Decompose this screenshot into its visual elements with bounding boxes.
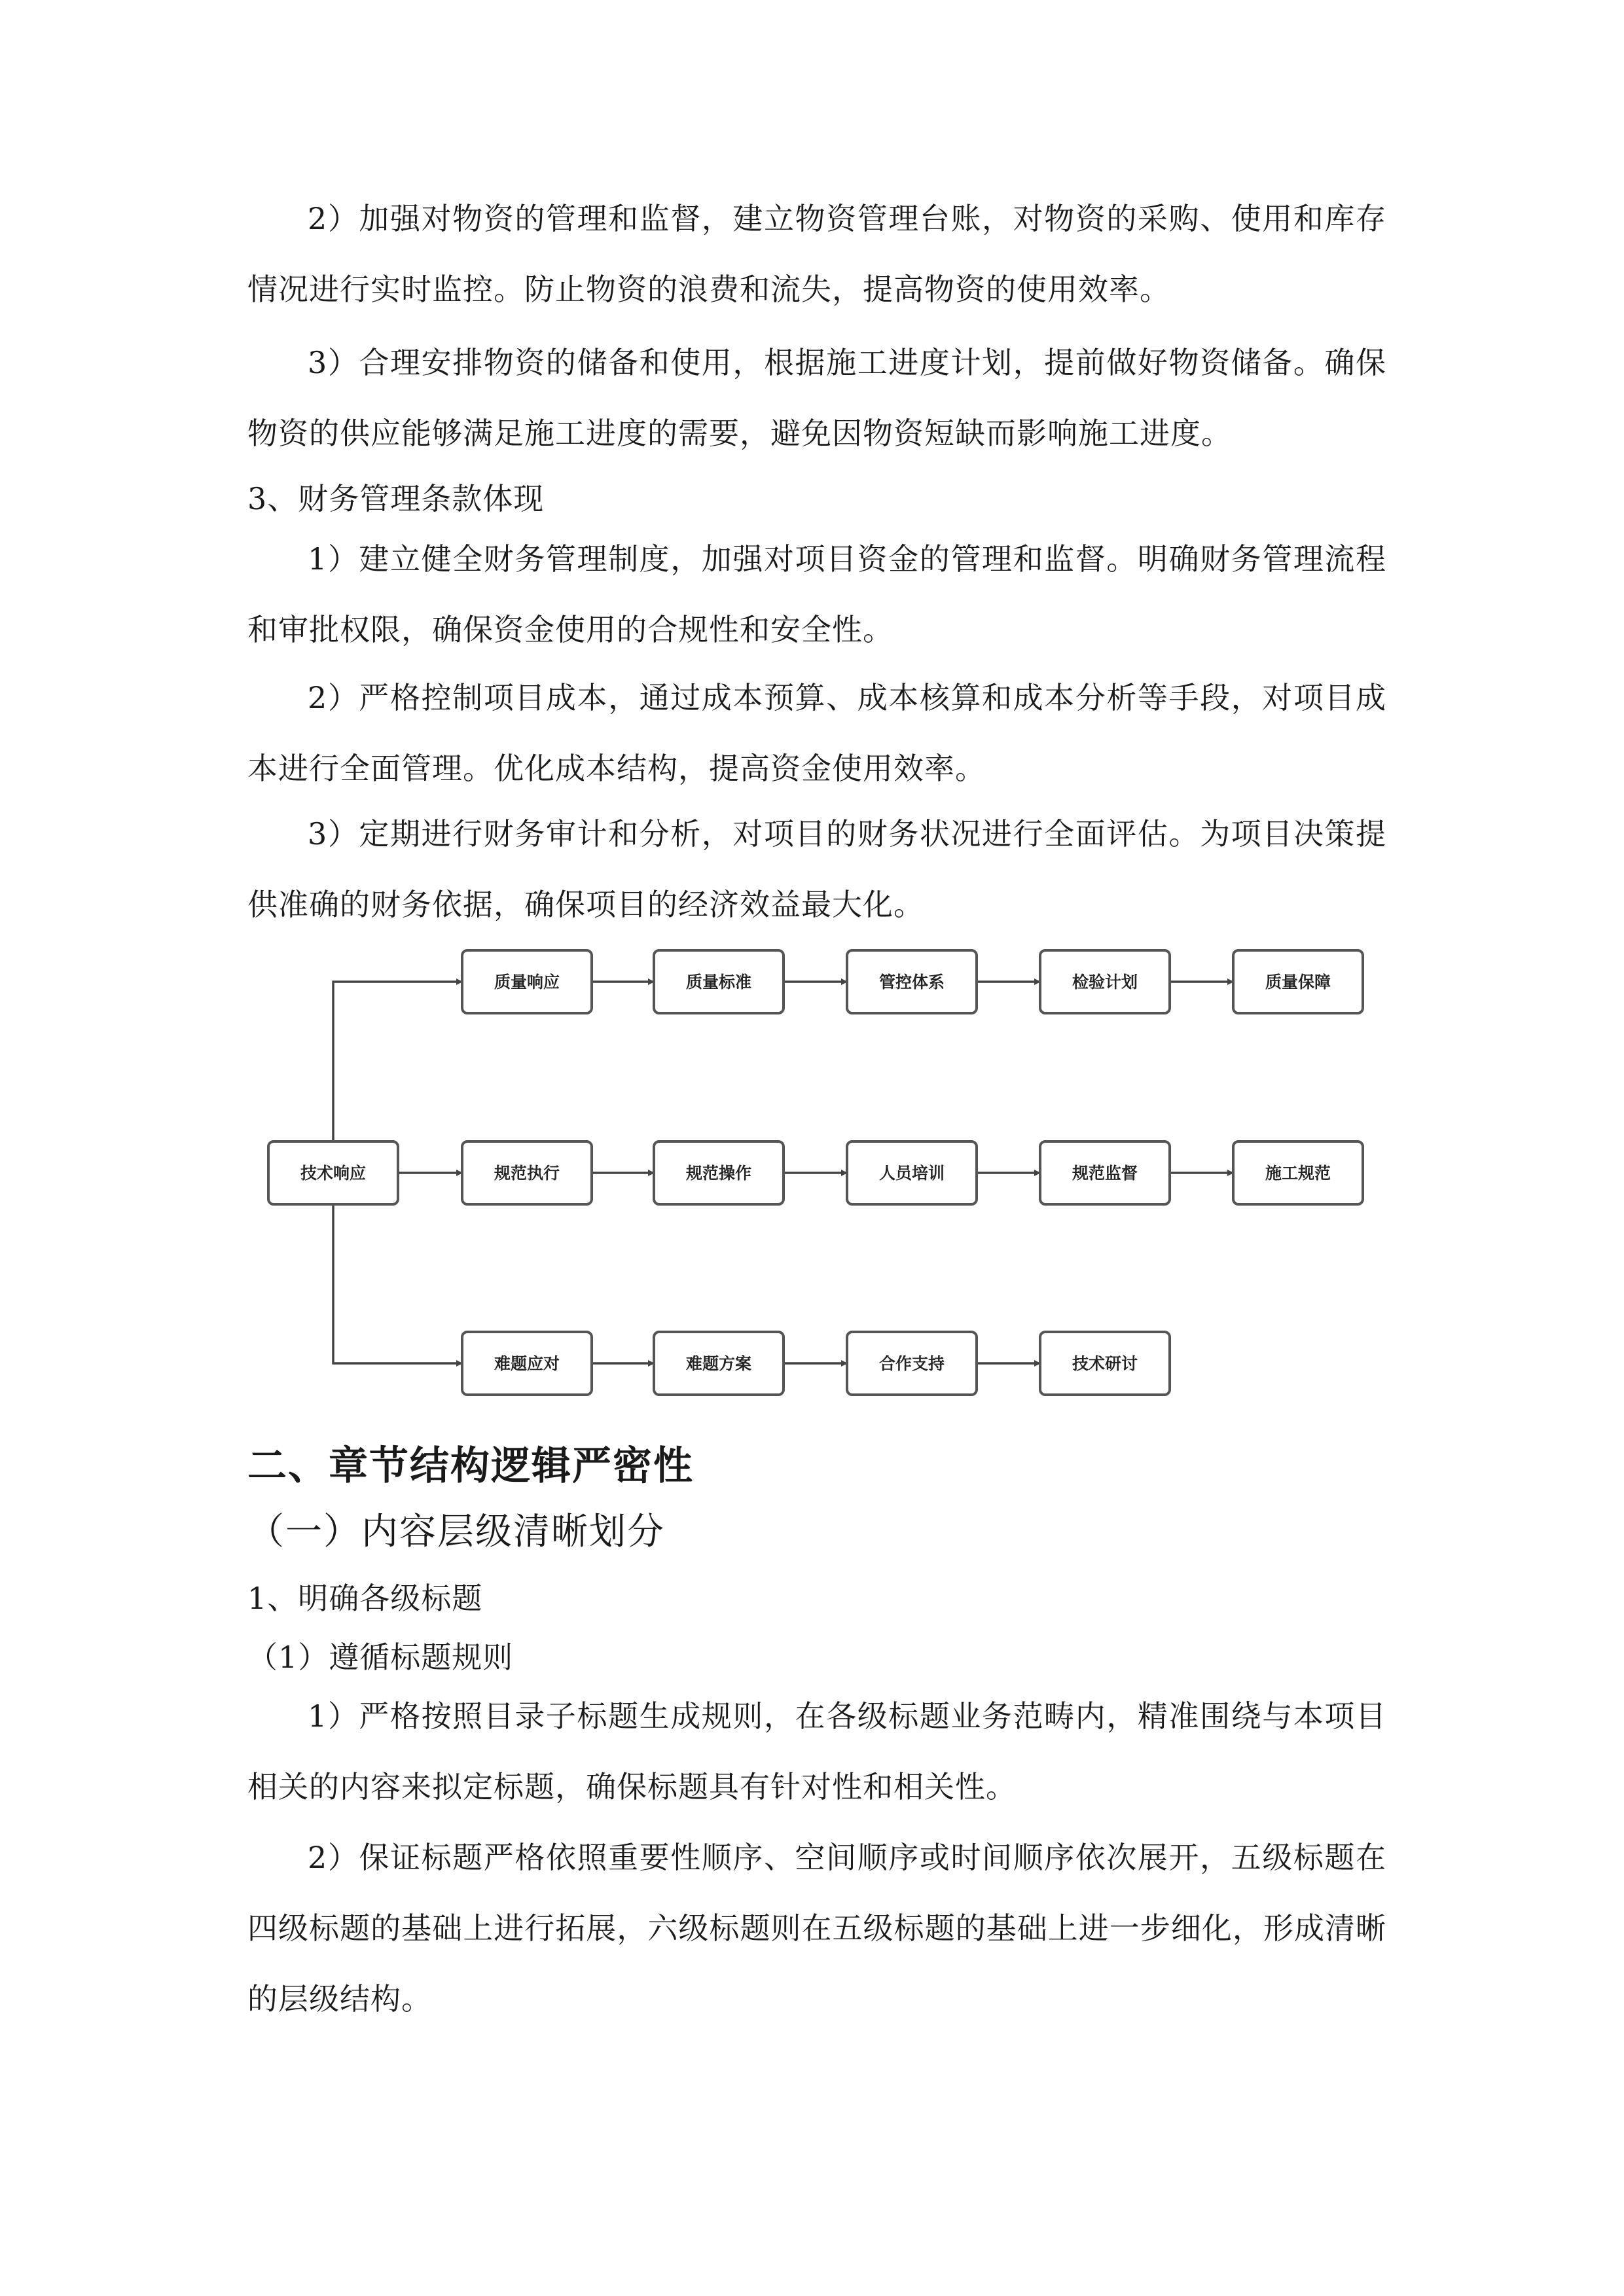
paragraph-finance-1: 1）建立健全财务管理制度，加强对项目资金的管理和监督。明确财务管理流程和审批权限，确保资金使用的合规性和安全性。 (247, 541, 1386, 647)
flowchart-node-r1c5 (1233, 950, 1363, 1013)
flowchart-node-label: 质量响应 (494, 973, 560, 992)
flowchart-node-label: 难题应对 (494, 1354, 560, 1373)
flowchart-node-label: 技术研讨 (1072, 1354, 1138, 1373)
flowchart-node-r3c3 (847, 1332, 977, 1395)
flowchart-node-label: 质量保障 (1265, 973, 1331, 992)
flowchart-node-root (268, 1141, 398, 1204)
flowchart-node-label: 人员培训 (878, 1164, 945, 1183)
flowchart-node-label: 检验计划 (1072, 973, 1138, 992)
paragraph-title-rule-2: 2）保证标题严格依照重要性顺序、空间顺序或时间顺序依次展开，五级标题在四级标题的基础上进行拓展，六级标题则在五级标题的基础上进一步细化，形成清晰的层级结构。 (247, 1840, 1386, 2017)
flowchart-node-r2c3 (847, 1141, 977, 1204)
flowchart-node-label: 技术响应 (300, 1164, 367, 1183)
flowchart-node-label: 施工规范 (1265, 1164, 1331, 1183)
paragraph-materials-2: 2）加强对物资的管理和监督，建立物资管理台账，对物资的采购、使用和库存情况进行实时监控。防止物资的浪费和流失，提高物资的使用效率。 (247, 201, 1386, 307)
flowchart-node-label: 质量标准 (685, 973, 752, 992)
paragraph-finance-2: 2）严格控制项目成本，通过成本预算、成本核算和成本分析等手段，对项目成本进行全面管理。优化成本结构，提高资金使用效率。 (247, 680, 1386, 786)
flowchart-node-r3c2 (654, 1332, 784, 1395)
flowchart-node-label: 合作支持 (878, 1354, 945, 1373)
flowchart-node-r2c1 (462, 1141, 592, 1204)
flowchart-node-label: 规范操作 (685, 1164, 752, 1183)
item-heading: 1、明确各级标题 (247, 1581, 483, 1616)
flowchart-node-r1c1 (462, 950, 592, 1013)
flowchart-edge-root-to-row1 (333, 982, 462, 1141)
paragraph-title-rule-1: 1）严格按照目录子标题生成规则，在各级标题业务范畴内，精准围绕与本项目相关的内容来拟定标题，确保标题具有针对性和相关性。 (247, 1698, 1386, 1804)
flowchart-node-r1c4 (1040, 950, 1170, 1013)
flowchart-edge-root-to-row3 (333, 1204, 462, 1363)
chapter-heading: 二、章节结构逻辑严密性 (247, 1443, 694, 1489)
flowchart-node-r1c3 (847, 950, 977, 1013)
flowchart-node-r2c5 (1233, 1141, 1363, 1204)
paragraph-finance-3: 3）定期进行财务审计和分析，对项目的财务状况进行全面评估。为项目决策提供准确的财务依据，确保项目的经济效益最大化。 (247, 816, 1386, 922)
flowchart-node-r1c2 (654, 950, 784, 1013)
flowchart-node-label: 难题方案 (685, 1354, 752, 1373)
paragraph-materials-3: 3）合理安排物资的储备和使用，根据施工进度计划，提前做好物资储备。确保物资的供应能够满足施工进度的需要，避免因物资短缺而影响施工进度。 (247, 345, 1386, 451)
flowchart-node-r3c1 (462, 1332, 592, 1395)
flowchart-node-r2c2 (654, 1141, 784, 1204)
section-heading-finance: 3、财务管理条款体现 (247, 481, 545, 516)
subitem-heading: （1）遵循标题规则 (247, 1640, 514, 1675)
flowchart-node-label: 管控体系 (878, 973, 945, 992)
subsection-heading: （一）内容层级清晰划分 (247, 1511, 665, 1553)
flowchart-node-r3c4 (1040, 1332, 1170, 1395)
flowchart-node-label: 规范执行 (494, 1164, 560, 1183)
flowchart-node-r2c4 (1040, 1141, 1170, 1204)
flowchart-node-label: 规范监督 (1072, 1164, 1138, 1183)
